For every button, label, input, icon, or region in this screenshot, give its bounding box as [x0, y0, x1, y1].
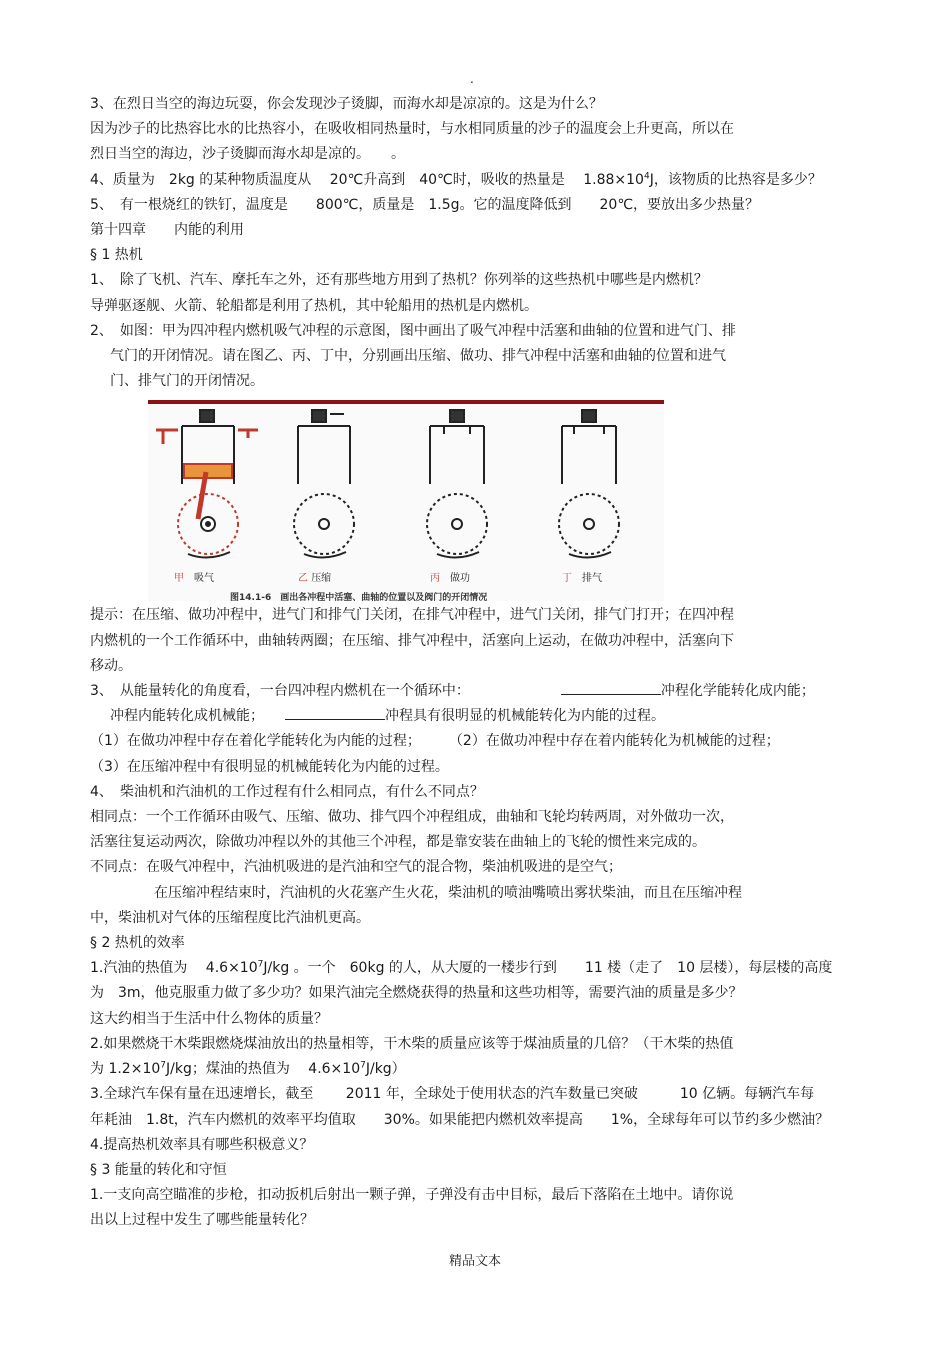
- text-line: （3）在压缩冲程中有很明显的机械能转化为内能的过程。: [90, 758, 449, 775]
- page-footer: 精品文本: [448, 1254, 501, 1269]
- text-line: 相同点：一个工作循环由吸气、压缩、做功、排气四个冲程组成，曲轴和飞轮均转两周，对外做功一次，: [90, 809, 734, 826]
- text-line: 3、在烈日当空的海边玩耍，你会发现沙子烫脚，而海水却是凉凉的。这是为什么？: [90, 96, 603, 112]
- section-heading: § 3 能量的转化和守恒: [90, 1161, 227, 1178]
- figure-label-jia: 甲 吸气: [174, 573, 214, 585]
- engine-jia: [156, 410, 258, 558]
- text-line: 出以上过程中发生了哪些能量转化？: [90, 1212, 314, 1229]
- engine-ding: [559, 410, 619, 558]
- answer-blank: [285, 705, 385, 720]
- section-heading: § 1 热机: [90, 247, 143, 264]
- answer-blank: [561, 680, 661, 695]
- text-line: 1.一支向高空瞄准的步枪，扣动扳机后射出一颗子弹，子弹没有击中目标，最后下落陷在土地中。请你说: [90, 1187, 734, 1204]
- text-line: 这大约相当于生活中什么物体的质量？: [90, 1010, 328, 1027]
- header-dot: .: [470, 72, 474, 86]
- text-line: （1）在做功冲程中存在着化学能转化为内能的过程； （2）在做功冲程中存在着内能转化为机械能的过程；: [90, 733, 780, 750]
- text-line: 烈日当空的海边，沙子烫脚而海水却是凉的。 。: [90, 146, 405, 163]
- figure-label-ding: 丁 排气: [562, 573, 602, 585]
- text-line: 1、 除了飞机、汽车、摩托车之外，还有那些地方用到了热机？你列举的这些热机中哪些是内燃机？: [90, 272, 708, 289]
- text-line: 中，柴油机对气体的压缩程度比汽油机更高。: [90, 909, 370, 926]
- text-line: 3、 从能量转化的角度看，一台四冲程内燃机在一个循环中： 冲程化学能转化成内能；: [90, 679, 865, 704]
- text-line: 气门的开闭情况。请在图乙、丙、丁中，分别画出压缩、做功、排气冲程中活塞和曲轴的位置和进气: [110, 348, 726, 365]
- text-line: 年耗油 1.8t，汽车内燃机的效率平均值取 30%。如果能把内燃机效率提高 1%，全球每年可以节约多少燃油？: [90, 1111, 830, 1128]
- text-line: 2.如果燃烧干木柴跟燃烧煤油放出的热量相等，干木柴的质量应该等于煤油质量的几倍？（干木柴的热值: [90, 1035, 734, 1052]
- figure-label-bing: 丙 做功: [430, 573, 470, 585]
- text-line: 内燃机的一个工作循环中，曲轴转两圈；在压缩、排气冲程中，活塞向上运动，在做功冲程中，活塞向下: [90, 632, 734, 649]
- text-line: 活塞往复运动两次，除做功冲程以外的其他三个冲程，都是靠安装在曲轴上的飞轮的惯性来完成的。: [90, 834, 706, 851]
- text-line: 在压缩冲程结束时，汽油机的火花塞产生火花，柴油机的喷油嘴喷出雾状柴油，而且在压缩冲程: [154, 884, 742, 901]
- engine-stroke-figure: [148, 400, 664, 604]
- text-line: 为 $1.2\times 10^7J/kg$；煤油的热值为 $4.6\times 10^7J/kg$）: [90, 1060, 406, 1078]
- text-line: 为 3m，他克服重力做了多少功？如果汽油完全燃烧获得的热量和这些功相等，需要汽油的质量是多少？: [90, 985, 743, 1002]
- figure-label-yi: 乙 压缩: [298, 573, 332, 585]
- text-line: 5、 有一根烧红的铁钉，温度是 800℃，质量是 1.5g。它的温度降低到 20℃，要放出多少热量？: [90, 196, 760, 213]
- text-line: 导弹驱逐舰、火箭、轮船都是利用了热机，其中轮船用的热机是内燃机。: [90, 297, 538, 314]
- text-line: 不同点：在吸气冲程中，汽油机吸进的是汽油和空气的混合物，柴油机吸进的是空气；: [90, 859, 622, 876]
- text-line: 提示：在压缩、做功冲程中，进气门和排气门关闭，在排气冲程中，进气门关闭，排气门打开；在四冲程: [90, 607, 734, 624]
- text-line: 因为沙子的比热容比水的比热容小，在吸收相同热量时，与水相同质量的沙子的温度会上升更高，所以在: [90, 121, 734, 138]
- figure-caption: 图14.1-6 画出各冲程中活塞、曲轴的位置以及阀门的开闭情况: [230, 593, 488, 604]
- text-line: 1.汽油的热值为 $4.6\times 10^7J/kg$ 。一个 60kg 的人，从大厦的一楼步行到 11 楼（走了 10 层楼），每层楼的高度: [90, 959, 833, 977]
- text-line: 4.提高热机效率具有哪些积极意义？: [90, 1136, 314, 1153]
- engine-bing: [427, 410, 487, 558]
- text-line: 4、质量为 2kg 的某种物质温度从 20℃升高到 40℃时，吸收的热量是 $1.88\times 10^4J$，该物质的比热容是多少？: [90, 170, 822, 188]
- text-line: 3.全球汽车保有量在迅速增长，截至 2011 年，全球处于使用状态的汽车数量已突破 10 亿辆。每辆汽车每: [90, 1086, 815, 1103]
- text-line: 2、 如图：甲为四冲程内燃机吸气冲程的示意图，图中画出了吸气冲程中活塞和曲轴的位置和进气门、排: [90, 322, 736, 339]
- text-line: 冲程内能转化成机械能； 冲程具有很明显的机械能转化为内能的过程。: [90, 704, 865, 729]
- chapter-title: 第十四章 内能的利用: [90, 222, 244, 239]
- section-heading: § 2 热机的效率: [90, 935, 185, 952]
- engine-yi: [294, 410, 354, 558]
- text-line: 4、 柴油机和汽油机的工作过程有什么相同点，有什么不同点？: [90, 783, 484, 800]
- document-body: [90, 92, 865, 1234]
- text-line: 门、排气门的开闭情况。: [110, 373, 264, 390]
- text-line: 移动。: [90, 657, 132, 674]
